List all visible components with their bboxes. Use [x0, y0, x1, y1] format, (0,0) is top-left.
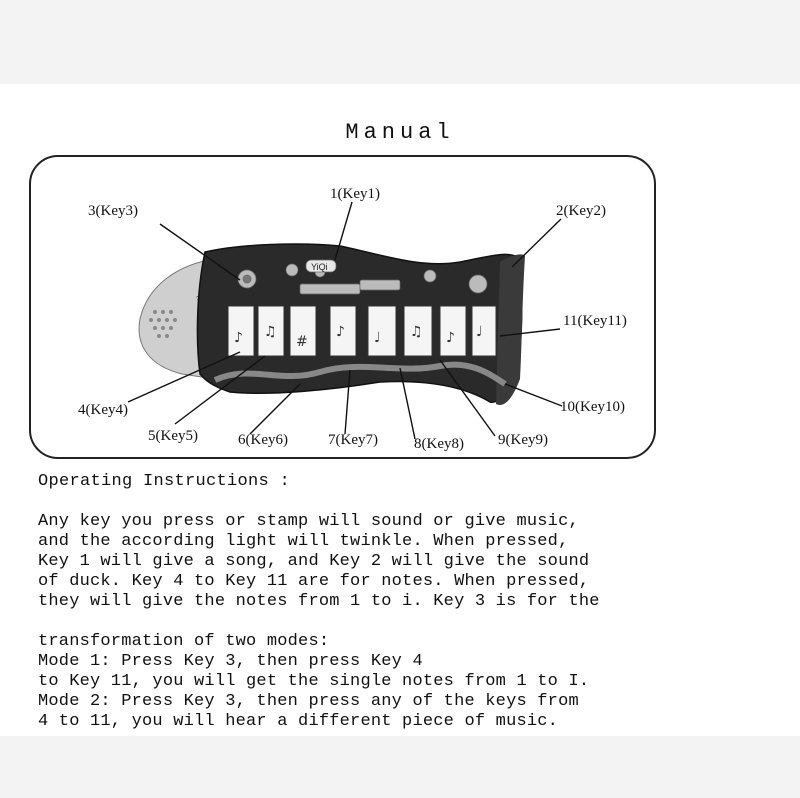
label-key6: 6(Key6)	[238, 432, 288, 448]
piano-key-8	[368, 306, 396, 356]
label-key5: 5(Key5)	[148, 428, 198, 444]
piano-mat-diagram	[0, 84, 800, 484]
svg-text:♪: ♪	[234, 330, 243, 346]
instructions-body	[38, 512, 778, 732]
text-line: 4 to 11, you will hear a different piece of music.	[38, 712, 559, 731]
svg-text:♩: ♩	[476, 324, 483, 340]
text-line: Mode 2: Press Key 3, then press any of the keys from	[38, 692, 579, 711]
svg-text:#: #	[296, 334, 308, 350]
manual-page	[0, 84, 800, 736]
instructions-heading: Operating Instructions :	[38, 472, 291, 491]
text-line: Any key you press or stamp will sound or give music,	[38, 512, 579, 531]
mat-logo-text: YiQi	[311, 262, 328, 272]
page-title: Manual	[345, 120, 455, 145]
label-key7: 7(Key7)	[328, 432, 378, 448]
label-key4: 4(Key4)	[78, 402, 128, 418]
label-key9: 9(Key9)	[498, 432, 548, 448]
svg-text:♪: ♪	[336, 324, 345, 340]
label-key8: 8(Key8)	[414, 436, 464, 452]
svg-text:♫: ♫	[410, 324, 423, 340]
svg-text:♪: ♪	[446, 330, 455, 346]
svg-text:♩: ♩	[374, 330, 381, 346]
label-key3: 3(Key3)	[88, 203, 138, 219]
label-key11: 11(Key11)	[563, 313, 627, 329]
paragraph-gap	[38, 612, 778, 632]
paragraph-2	[38, 632, 778, 732]
label-key10: 10(Key10)	[560, 399, 625, 415]
svg-text:♫: ♫	[264, 324, 277, 340]
text-line: to Key 11, you will get the single notes from 1 to I.	[38, 672, 590, 691]
text-line: and the according light will twinkle. When pressed,	[38, 532, 569, 551]
text-line: they will give the notes from 1 to i. Key 3 is for the	[38, 592, 600, 611]
text-line: transformation of two modes:	[38, 632, 330, 651]
text-line: Mode 1: Press Key 3, then press Key 4	[38, 652, 423, 671]
label-key2: 2(Key2)	[556, 203, 606, 219]
text-line: of duck. Key 4 to Key 11 are for notes. When pressed,	[38, 572, 590, 591]
label-key1: 1(Key1)	[330, 186, 380, 202]
text-line: Key 1 will give a song, and Key 2 will give the sound	[38, 552, 590, 571]
paragraph-1	[38, 512, 778, 612]
